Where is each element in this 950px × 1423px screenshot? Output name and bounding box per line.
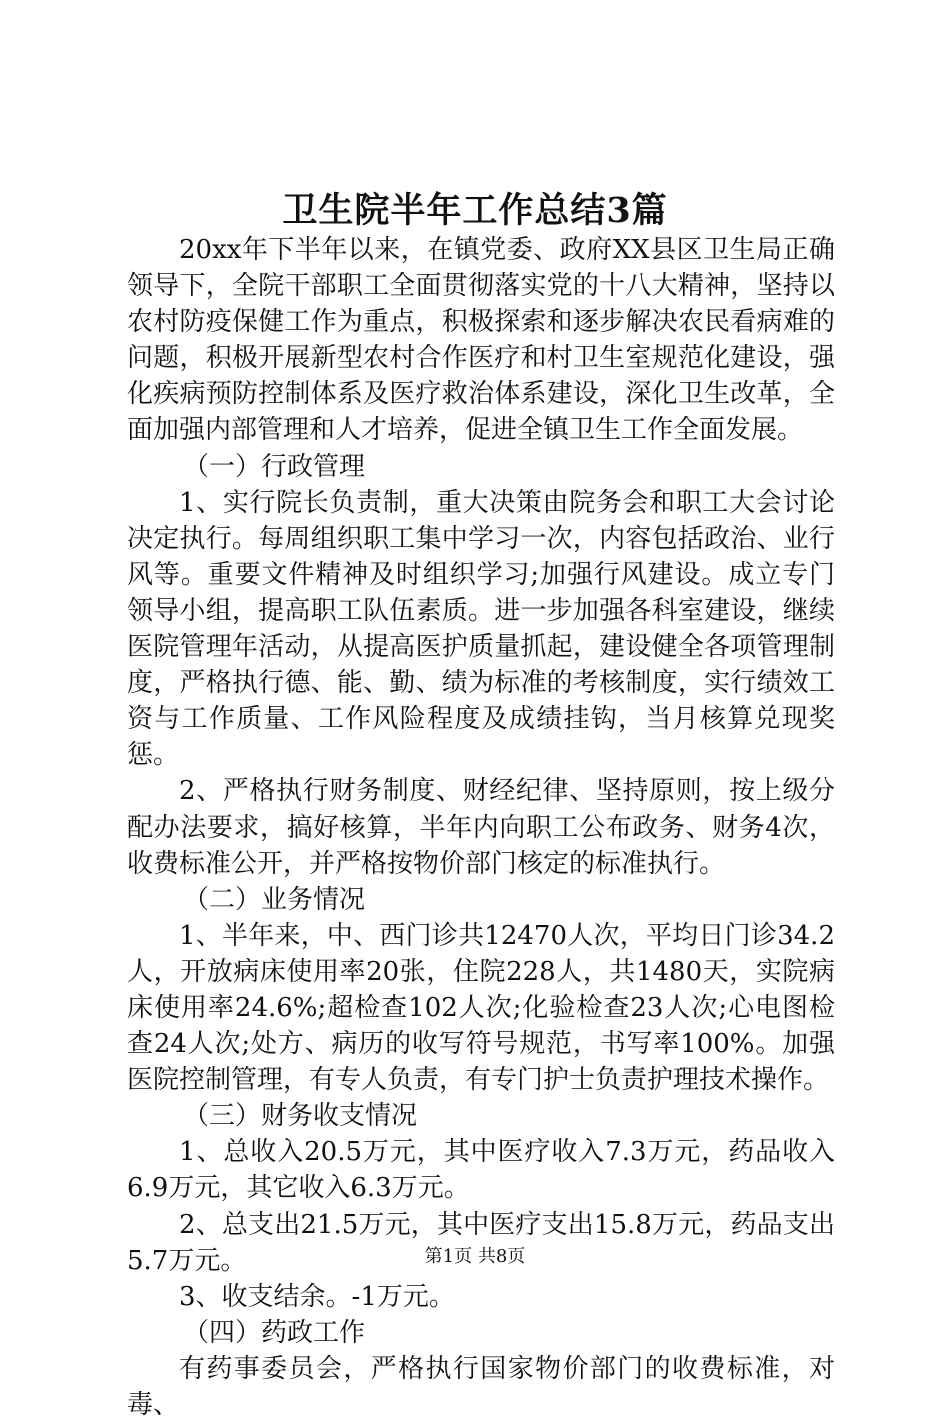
- page-footer: 第1页 共8页: [424, 1246, 526, 1267]
- paragraph-business-1: 1、半年来，中、西门诊共12470人次，平均日门诊34.2人，开放病床使用率20张，住院228人，共1480天，实院病床使用率24.6%;超检查102人次;化验检查23人次;心电图检查24人次;处方、病历的收写符号规范，书写率100%。加强医院控制管理，有专人负责，有专门护士负责护理技术操作。: [127, 920, 835, 1096]
- paragraph-finance-2: 2、总支出21.5万元，其中医疗支出15.8万元，药品支出5.7万元。: [127, 1209, 835, 1276]
- paragraph-intro: 20xx年下半年以来，在镇党委、政府XX县区卫生局正确领导下，全院干部职工全面贯彻落实党的十八大精神，坚持以农村防疫保健工作为重点，积极探索和逐步解决农民看病难的问题，积极开展新型农村合作医疗和村卫生室规范化建设，强化疾病预防控制体系及医疗救治体系建设，深化卫生改革，全面加强内部管理和人才培养，促进全镇卫生工作全面发展。: [127, 235, 835, 446]
- paragraph-finance-1: 1、总收入20.5万元，其中医疗收入7.3万元，药品收入6.9万元，其它收入6.3万元。: [127, 1137, 835, 1204]
- section-heading-business: （二）业务情况: [183, 884, 366, 915]
- paragraph-finance-3: 3、收支结余。-1万元。: [179, 1281, 455, 1312]
- section-heading-pharmacy: （四）药政工作: [183, 1317, 366, 1348]
- section-heading-finance: （三）财务收支情况: [183, 1101, 418, 1132]
- paragraph-admin-2: 2、严格执行财务制度、财经纪律、坚持原则，按上级分配办法要求，搞好核算，半年内向职工公布政务、财务4次，收费标准公开，并严格按物价部门核定的标准执行。: [127, 776, 835, 879]
- document-title: 卫生院半年工作总结3篇: [282, 190, 668, 231]
- section-heading-admin: （一）行政管理: [183, 451, 366, 482]
- paragraph-admin-1: 1、实行院长负责制，重大决策由院务会和职工大会讨论决定执行。每周组织职工集中学习一次，内容包括政治、业行风等。重要文件精神及时组织学习;加强行风建设。成立专门领导小组，提高职工队伍素质。进一步加强各科室建设，继续医院管理年活动，从提高医护质量抓起，建设健全各项管理制度，严格执行德、能、勤、绩为标准的考核制度，实行绩效工资与工作质量、工作风险程度及成绩挂钩，当月核算兑现奖惩。: [127, 487, 835, 771]
- paragraph-pharmacy-1: 有药事委员会，严格执行国家物价部门的收费标准，对毒、: [127, 1353, 835, 1420]
